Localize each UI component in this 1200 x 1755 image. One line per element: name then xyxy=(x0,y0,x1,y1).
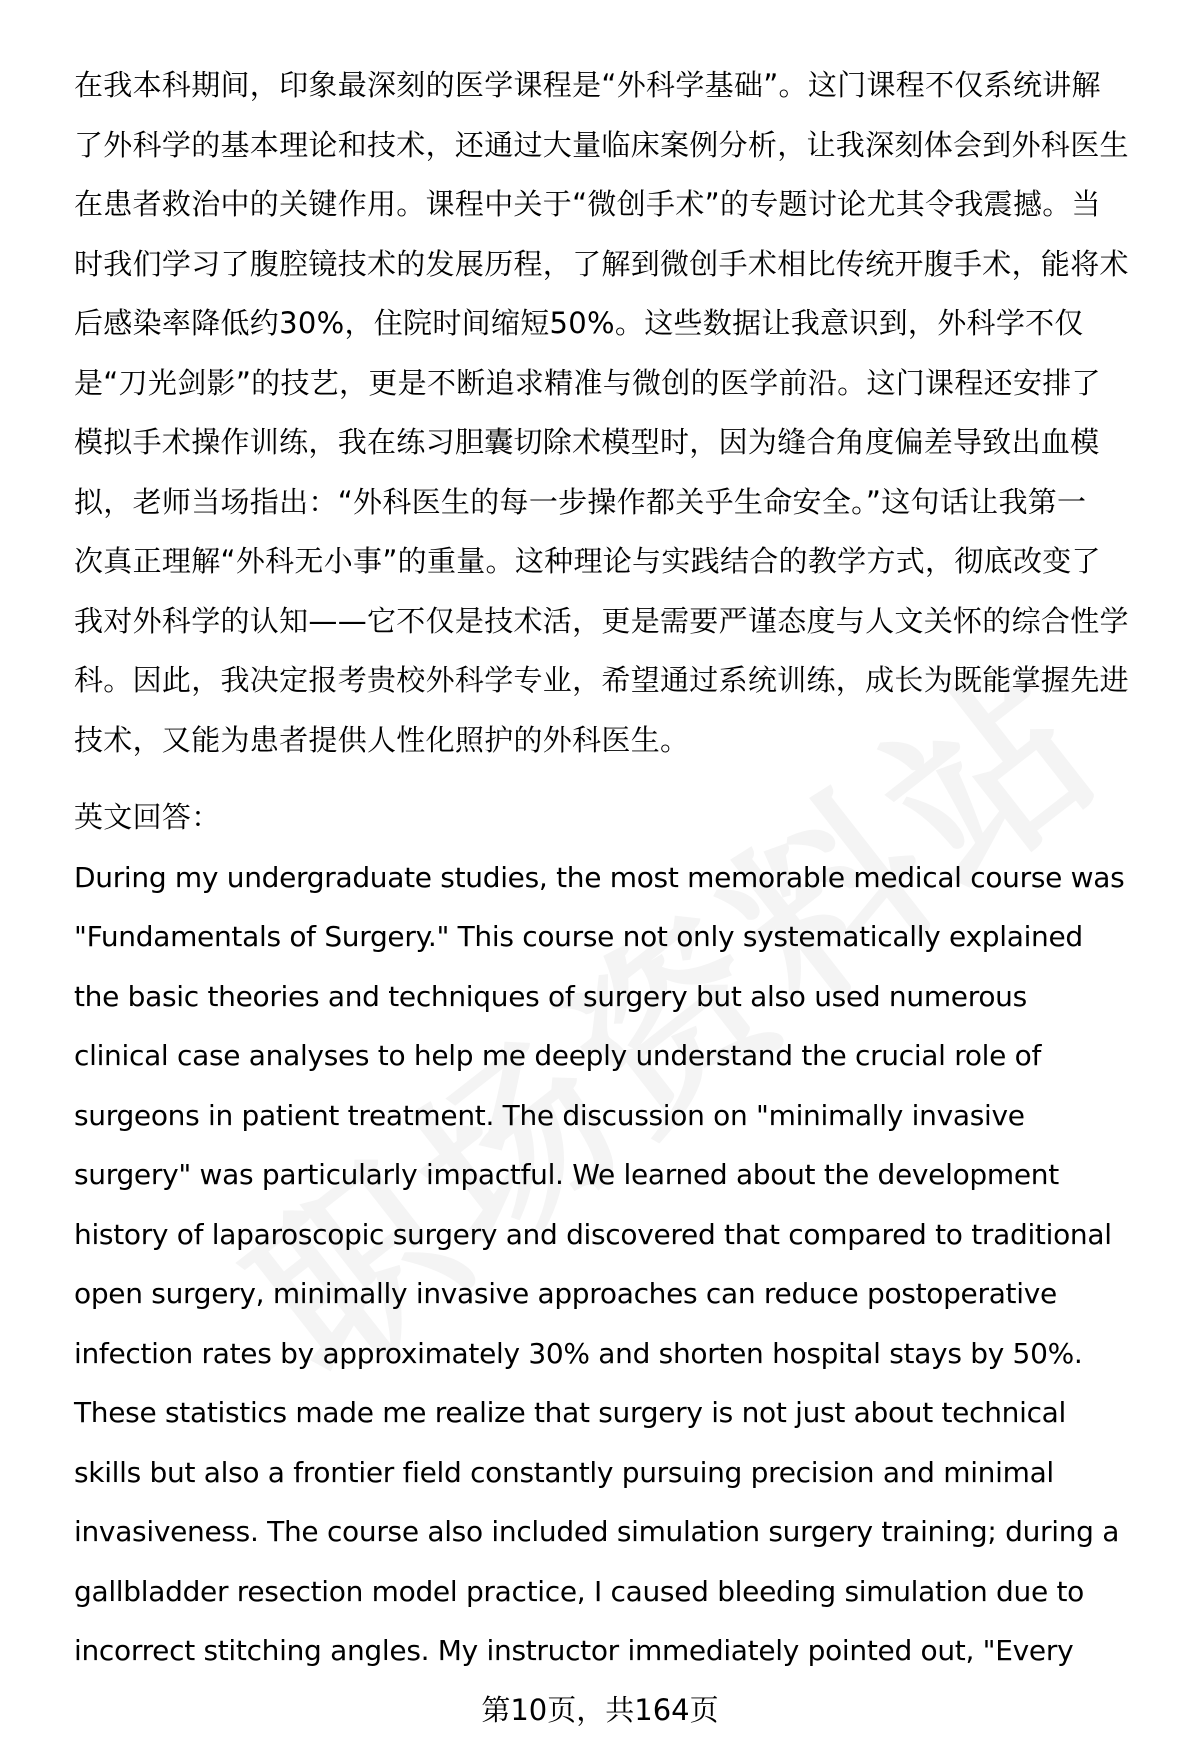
document-body xyxy=(74,56,1154,1681)
text-line: incorrect stitching angles. My instructor immediately pointed out, "Every xyxy=(74,1634,1074,1667)
text-line: 模拟手术操作训练，我在练习胆囊切除术模型时，因为缝合角度偏差导致出血模 xyxy=(74,425,1100,459)
text-line: 后感染率降低约30%，住院时间缩短50%。这些数据让我意识到，外科学不仅 xyxy=(74,306,1084,340)
chinese-answer-paragraph xyxy=(74,56,1154,770)
page-number-footer: 第10页，共164页 xyxy=(481,1693,719,1727)
text-line: history of laparoscopic surgery and discovered that compared to traditional xyxy=(74,1217,1112,1251)
text-line: 是“刀光剑影”的技艺，更是不断追求精准与微创的医学前沿。这门课程还安排了 xyxy=(74,365,1101,400)
text-line: skills but also a frontier field constantly pursuing precision and minimal xyxy=(74,1455,1054,1489)
text-line: invasiveness. The course also included simulation surgery training; during a xyxy=(74,1515,1120,1548)
english-answer-paragraph xyxy=(74,848,1154,1681)
english-answer-heading: 英文回答： xyxy=(74,800,221,834)
text-line: gallbladder resection model practice, I caused bleeding simulation due to xyxy=(74,1574,1084,1608)
text-line: 了外科学的基本理论和技术，还通过大量临床案例分析，让我深刻体会到外科医生 xyxy=(74,127,1129,162)
text-line: clinical case analyses to help me deeply understand the crucial role of xyxy=(74,1039,1042,1072)
text-line: 我对外科学的认知——它不仅是技术活，更是需要严谨态度与人文关怀的综合性学 xyxy=(74,603,1129,638)
text-line: 时我们学习了腹腔镜技术的发展历程，了解到微创手术相比传统开腹手术，能将术 xyxy=(74,246,1129,281)
text-line: 在我本科期间，印象最深刻的医学课程是“外科学基础”。这门课程不仅系统讲解 xyxy=(74,68,1101,102)
text-line: "Fundamentals of Surgery." This course not only systematically explained xyxy=(74,920,1083,953)
text-line: surgery" was particularly impactful. We learned about the development xyxy=(74,1158,1059,1191)
text-line: 在患者救治中的关键作用。课程中关于“微创手术”的专题讨论尤其令我震撼。当 xyxy=(74,187,1101,221)
text-line: open surgery, minimally invasive approaches can reduce postoperative xyxy=(74,1277,1057,1310)
text-line: 次真正理解“外科无小事”的重量。这种理论与实践结合的教学方式，彻底改变了 xyxy=(74,544,1101,578)
text-line: surgeons in patient treatment. The discussion on "minimally invasive xyxy=(74,1098,1025,1132)
text-line: During my undergraduate studies, the most memorable medical course was xyxy=(74,860,1125,894)
text-line: 技术，又能为患者提供人性化照护的外科医生。 xyxy=(74,722,690,757)
text-line: the basic theories and techniques of surgery but also used numerous xyxy=(74,979,1027,1013)
text-line: These statistics made me realize that surgery is not just about technical xyxy=(74,1396,1067,1429)
text-line: 科。因此，我决定报考贵校外科学专业，希望通过系统训练，成长为既能掌握先进 xyxy=(74,663,1129,697)
text-line: infection rates by approximately 30% and shorten hospital stays by 50%. xyxy=(74,1336,1083,1370)
text-line: 拟，老师当场指出：“外科医生的每一步操作都关乎生命安全。”这句话让我第一 xyxy=(74,484,1087,519)
